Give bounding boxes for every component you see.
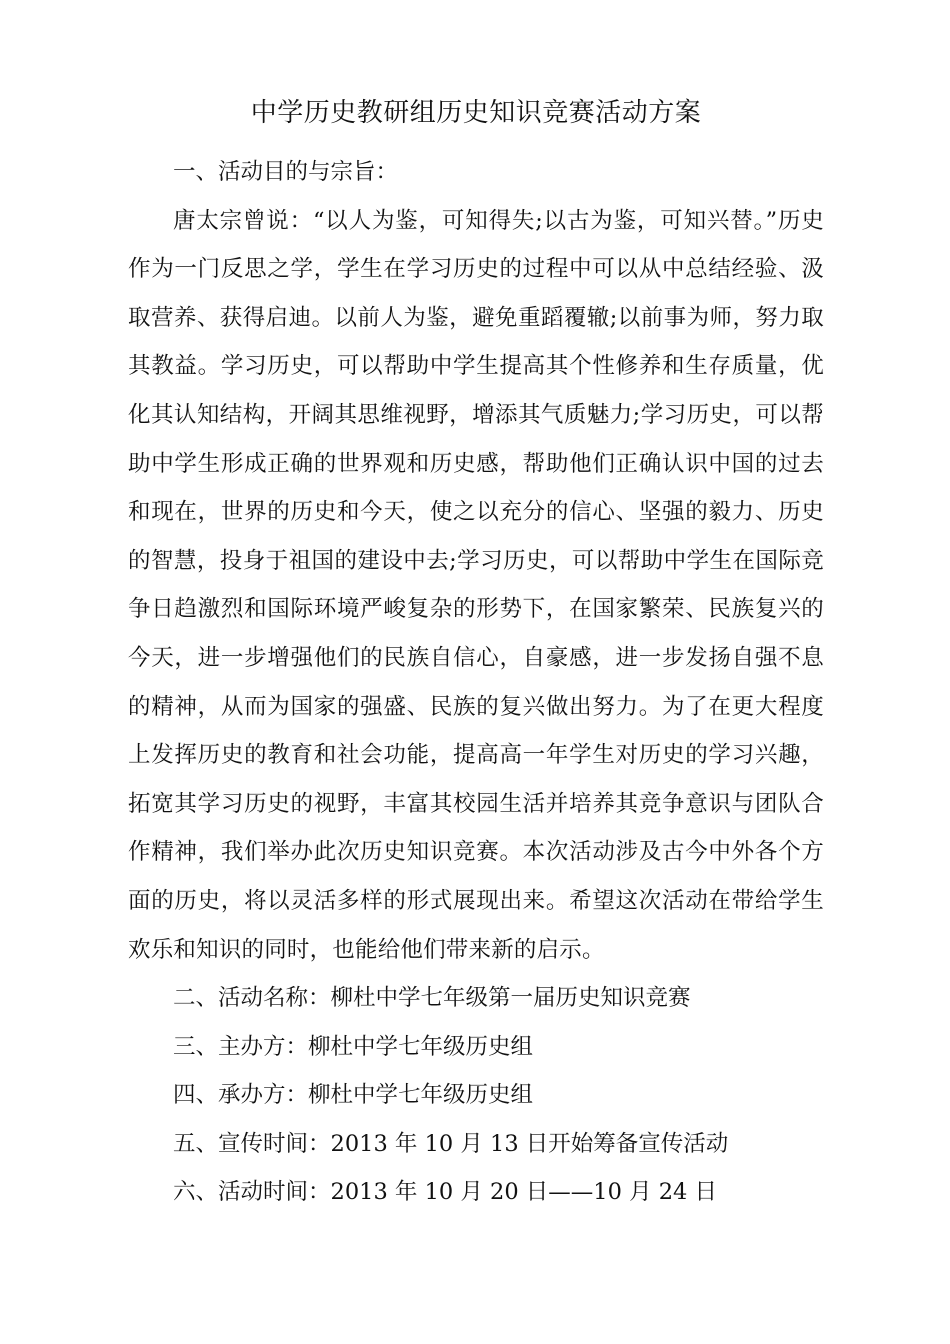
section-6-activity-time: 六、活动时间：2013 年 10 月 20 日——10 月 24 日 (173, 1179, 717, 1206)
section-1-heading: 一、活动目的与宗旨： (173, 159, 399, 185)
section-5-promotion-time: 五、宣传时间：2013 年 10 月 13 日开始筹备宣传活动 (173, 1130, 729, 1157)
section-2-activity-name: 二、活动名称：柳杜中学七年级第一届历史知识竞赛 (173, 985, 691, 1012)
document-title: 中学历史教研组历史知识竞赛活动方案 (250, 98, 702, 128)
section-4-host: 四、承办方：柳杜中学七年级历史组 (173, 1082, 534, 1109)
section-1-body: 唐太宗曾说：“以人为鉴，可知得失;以古为鉴，可知兴替。”历史作为一门反思之学，学生在学习历史的过程中可以从中总结经验、汲取营养、获得启迪。以前人为鉴，避免重蹈覆辙;以前事为师，努力取其教益。学习历史，可以帮助中学生提高其个性修养和生存质量，优化其认知结构，开阔其思维视野，增添其气质魅力;学习历史，可以帮助中学生形成正确的世界观和历史感，帮助他们正确认识中国的过去和现在，世界的历史和今天，使之以充分的信心、坚强的毅力、历史的智慧，投身于祖国的建设中去;学习历史，可以帮助中学生在国际竞争日趋激烈和国际环境严峻复杂的形势下，在国家繁荣、民族复兴的今天，进一步增强他们的民族自信心，自豪感，进一步发扬自强不息的精神，从而为国家的强盛、民族的复兴做出努力。为了在更大程度上发挥历史的教育和社会功能，提高高一年学生对历史的学习兴趣，拓宽其学习历史的视野，丰富其校园生活并培养其竞争意识与团队合作精神，我们举办此次历史知识竞赛。本次活动涉及古今中外各个方面的历史，将以灵活多样的形式展现出来。希望这次活动在带给学生欢乐和知识的同时，也能给他们带来新的启示。 (128, 207, 824, 963)
section-3-organizer: 三、主办方：柳杜中学七年级历史组 (173, 1033, 534, 1060)
